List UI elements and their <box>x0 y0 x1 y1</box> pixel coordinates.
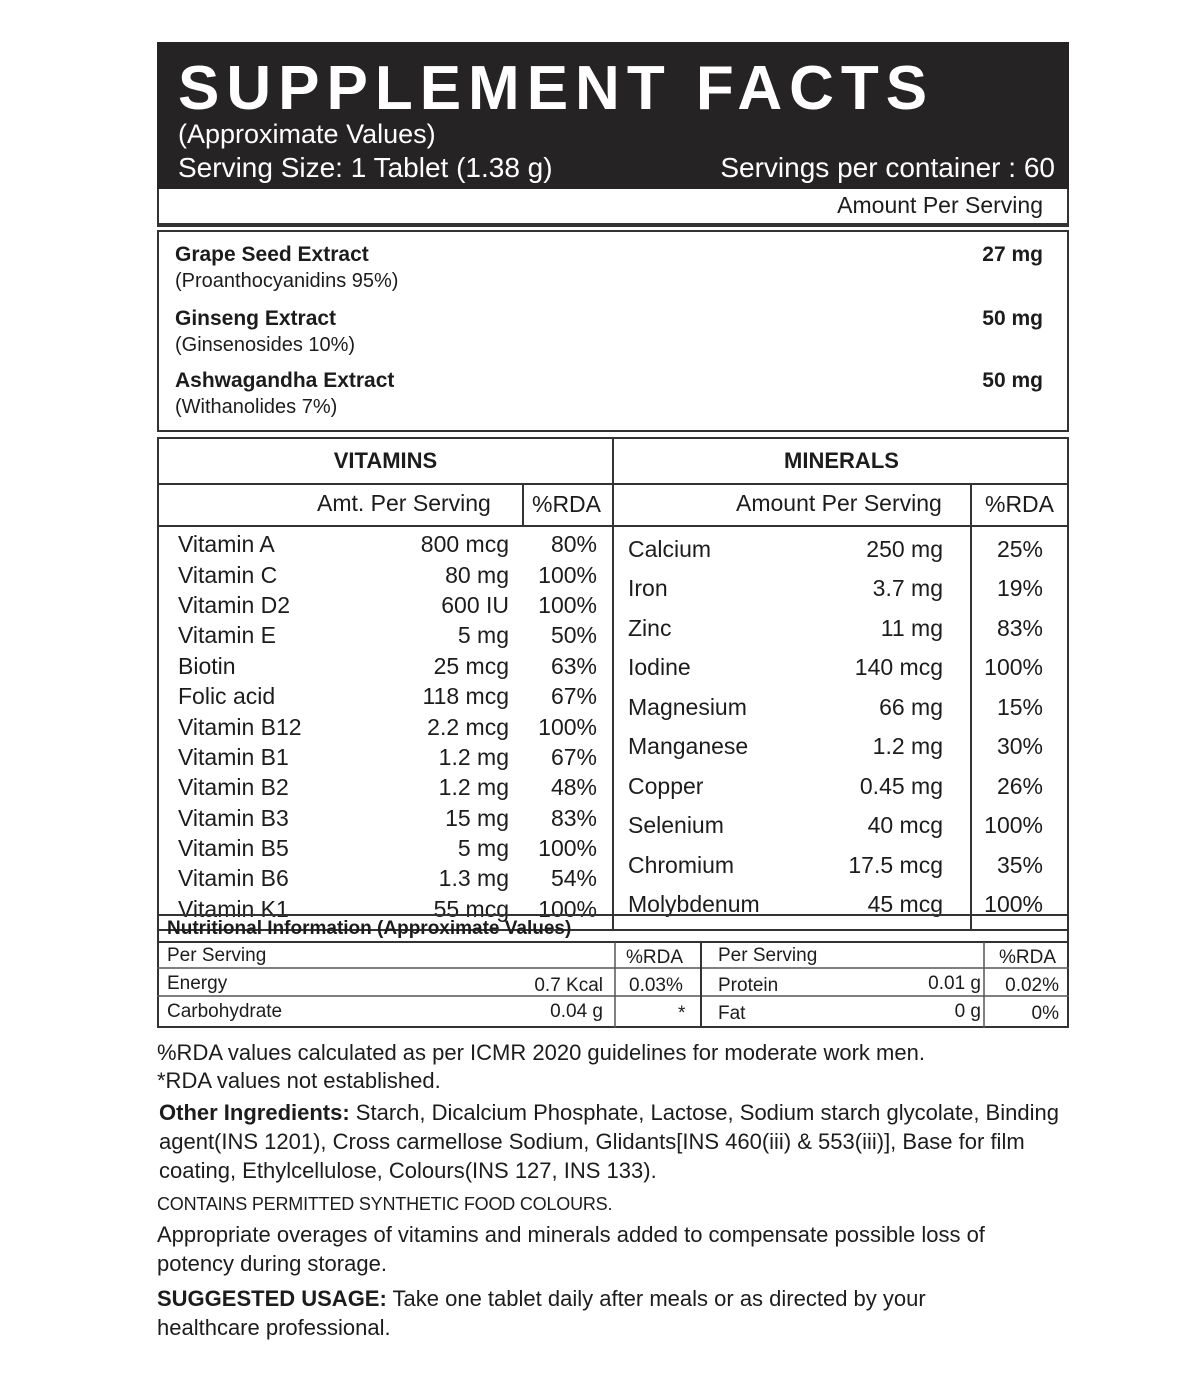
nutrition-name: Fat <box>718 1003 746 1024</box>
vitamin-rda: 100% <box>538 895 597 922</box>
vitamin-name: Vitamin B12 <box>178 713 302 740</box>
mineral-rda: 25% <box>996 535 1043 562</box>
nutrition-rda: 0% <box>1031 1003 1059 1024</box>
nutrition-amount: 0.7 Kcal <box>534 975 603 996</box>
mineral-name: Manganese <box>628 733 749 760</box>
extract-sub: (Ginsenosides 10%) <box>175 334 356 356</box>
suggested-usage-text: Take one tablet daily after meals or as directed by your healthcare professional. <box>157 1286 926 1340</box>
amount-per-serving-label: Amount Per Serving <box>837 192 1043 218</box>
mineral-rda: 35% <box>996 851 1043 878</box>
vitamin-name: Vitamin B5 <box>178 835 289 862</box>
nutrition-name: Carbohydrate <box>167 1001 283 1022</box>
nutrition-rda-right: %RDA <box>999 947 1057 968</box>
vitamin-rda: 80% <box>550 531 597 558</box>
other-ingredients <box>159 1098 1084 1185</box>
mineral-amount: 40 mcg <box>867 812 943 839</box>
vitamin-name: Vitamin B2 <box>178 774 289 801</box>
colours-note: CONTAINS PERMITTED SYNTHETIC FOOD COLOURS. <box>157 1194 613 1214</box>
mineral-rda: 100% <box>984 891 1043 918</box>
vitamin-rda: 100% <box>538 591 597 618</box>
vitamin-rda: 50% <box>550 622 597 649</box>
vitamin-amount: 118 mcg <box>422 683 509 710</box>
nutrition-rda: 0.02% <box>1005 975 1059 996</box>
mineral-amount: 1.2 mg <box>872 733 943 760</box>
vitamin-name: Vitamin A <box>178 531 275 558</box>
vitamin-rda: 67% <box>550 743 597 770</box>
vitamin-name: Vitamin C <box>178 561 278 588</box>
mineral-amount: 140 mcg <box>854 654 943 681</box>
mineral-name: Iodine <box>628 654 691 681</box>
vitamin-amount: 1.2 mg <box>438 743 509 770</box>
vitamin-rda: 67% <box>550 683 597 710</box>
vitamin-rda: 48% <box>550 774 597 801</box>
vitamin-amount: 25 mcg <box>433 652 509 679</box>
minerals-rows <box>628 530 1053 925</box>
vitamin-rda: 54% <box>550 865 597 892</box>
vitamin-amount: 2.2 mcg <box>427 713 509 740</box>
vitamin-rda: 100% <box>538 561 597 588</box>
mineral-name: Iron <box>628 575 668 602</box>
nutrition-per-serving-left: Per Serving <box>167 945 267 966</box>
extract-item <box>175 306 1045 358</box>
other-ingredients-label: Other Ingredients: <box>159 1100 350 1125</box>
extract-amount: 50 mg <box>982 369 1043 392</box>
mineral-name: Zinc <box>628 614 672 641</box>
extract-item <box>175 368 1045 420</box>
suggested-usage <box>157 1284 997 1342</box>
nutrition-amount: 0.01 g <box>928 973 981 994</box>
vitamin-name: Vitamin B6 <box>178 865 289 892</box>
mineral-rda: 30% <box>996 733 1043 760</box>
vitamin-name: Vitamin E <box>178 622 277 649</box>
vitamin-name: Vitamin B1 <box>178 743 289 770</box>
mineral-rda: 100% <box>984 812 1043 839</box>
vitamins-minerals-table <box>157 437 1069 931</box>
minerals-amount-header: Amount Per Serving <box>736 490 942 516</box>
mineral-amount: 250 mg <box>866 535 943 562</box>
amount-per-serving-row <box>159 189 1067 225</box>
mineral-rda: 19% <box>996 575 1043 602</box>
minerals-heading: MINERALS <box>784 448 899 473</box>
vitamins-rows <box>178 530 603 925</box>
mineral-rda: 100% <box>984 654 1043 681</box>
vitamins-rda-header: %RDA <box>532 491 602 517</box>
vitamin-amount: 15 mg <box>445 804 509 831</box>
nutrition-rda: 0.03% <box>629 975 683 996</box>
nutrition-name: Energy <box>167 973 228 994</box>
rda-note: %RDA values calculated as per ICMR 2020 guidelines for moderate work men. <box>157 1040 925 1065</box>
nutrition-rda-left: %RDA <box>626 947 684 968</box>
nutrition-rda: * <box>678 1003 686 1024</box>
vitamin-name: Biotin <box>178 652 236 679</box>
vitamins-amount-header: Amt. Per Serving <box>317 490 491 516</box>
extract-name: Ginseng Extract <box>175 307 337 330</box>
vitamin-amount: 55 mcg <box>433 895 509 922</box>
extract-name: Ashwagandha Extract <box>175 369 395 392</box>
mineral-amount: 45 mcg <box>867 891 943 918</box>
nutrition-title: Nutritional Information (Approximate Values) <box>167 918 572 939</box>
vitamin-name: Vitamin B3 <box>178 804 289 831</box>
nutrition-amount: 0.04 g <box>550 1001 603 1022</box>
mineral-name: Molybdenum <box>628 891 760 918</box>
minerals-rda-header: %RDA <box>985 491 1055 517</box>
extracts-section <box>157 230 1069 432</box>
extract-amount: 27 mg <box>982 243 1043 266</box>
label-title: SUPPLEMENT FACTS <box>178 54 935 123</box>
rda-star-note: *RDA values not established. <box>157 1068 441 1093</box>
mineral-name: Magnesium <box>628 693 747 720</box>
extract-sub: (Proanthocyanidins 95%) <box>175 270 399 292</box>
vitamin-rda: 63% <box>550 652 597 679</box>
vitamin-amount: 600 IU <box>441 591 509 618</box>
extract-sub: (Withanolides 7%) <box>175 396 338 418</box>
mineral-amount: 11 mg <box>880 614 943 641</box>
extract-amount: 50 mg <box>982 307 1043 330</box>
vitamin-amount: 5 mg <box>457 622 509 649</box>
nutritional-information <box>157 914 1069 1028</box>
mineral-rda: 26% <box>996 772 1043 799</box>
mineral-name: Copper <box>628 772 704 799</box>
mineral-amount: 0.45 mg <box>859 772 943 799</box>
vitamin-amount: 1.3 mg <box>438 865 509 892</box>
vitamin-amount: 80 mg <box>445 561 509 588</box>
suggested-usage-label: SUGGESTED USAGE: <box>157 1286 387 1311</box>
mineral-name: Calcium <box>628 535 712 562</box>
vitamin-name: Vitamin K1 <box>178 895 289 922</box>
vitamin-amount: 800 mcg <box>420 531 509 558</box>
vitamin-rda: 100% <box>538 713 597 740</box>
mineral-amount: 3.7 mg <box>872 575 943 602</box>
mineral-name: Selenium <box>628 812 724 839</box>
extract-item <box>175 242 1045 294</box>
nutrition-amount: 0 g <box>954 1001 981 1022</box>
nutrition-per-serving-right: Per Serving <box>718 945 818 966</box>
nutrition-name: Protein <box>718 975 779 996</box>
mineral-rda: 15% <box>996 693 1043 720</box>
mineral-name: Chromium <box>628 851 735 878</box>
serving-size: Serving Size: 1 Tablet (1.38 g) <box>178 152 553 183</box>
servings-per-container: Servings per container : 60 <box>720 152 1055 183</box>
vitamin-rda: 83% <box>550 804 597 831</box>
mineral-rda: 83% <box>996 614 1043 641</box>
other-ingredients-text: Starch, Dicalcium Phosphate, Lactose, Sodium starch glycolate, Binding agent(INS 1201), Cross carmellose Sodium, Glidants[INS 460(iii) & 553(iii)], Base for film coating, Ethylcellulose, Colours(INS 127, INS 133). <box>159 1100 1059 1183</box>
mineral-amount: 66 mg <box>879 693 943 720</box>
label-subtitle: (Approximate Values) <box>178 119 436 149</box>
mineral-amount: 17.5 mcg <box>848 851 943 878</box>
overages-note: Appropriate overages of vitamins and minerals added to compensate possible loss of potency during storage. <box>157 1222 985 1276</box>
vitamins-heading: VITAMINS <box>333 448 438 473</box>
vitamin-rda: 100% <box>538 835 597 862</box>
vitamin-amount: 1.2 mg <box>438 774 509 801</box>
vitamin-name: Vitamin D2 <box>178 591 291 618</box>
supplement-facts-label <box>157 42 1069 931</box>
vitamin-amount: 5 mg <box>457 835 509 862</box>
extract-name: Grape Seed Extract <box>175 243 369 266</box>
vitamin-name: Folic acid <box>178 683 276 710</box>
label-header <box>157 42 1069 189</box>
